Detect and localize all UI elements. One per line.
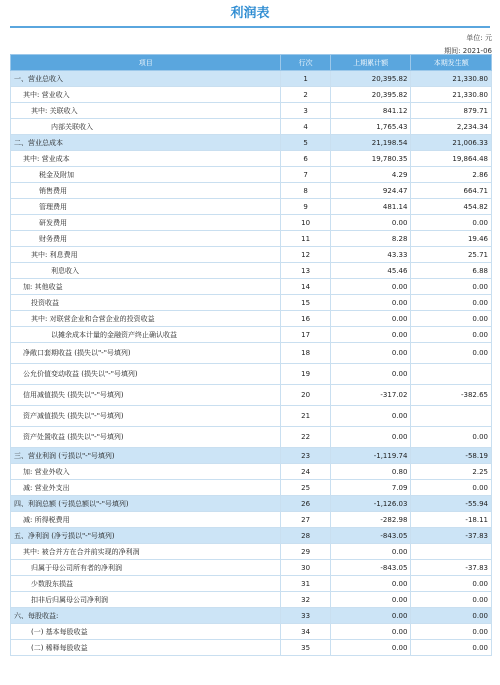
row-current-amount: 0.00 [411,576,492,592]
row-prev-cumulative: 0.00 [330,295,411,311]
row-item-name: 二、营业总成本 [11,135,281,151]
row-item-name: 研发费用 [11,215,281,231]
row-line-number: 22 [281,427,330,448]
row-current-amount: -382.65 [411,385,492,406]
row-prev-cumulative: -843.05 [330,528,411,544]
table-row [11,343,492,364]
row-line-number: 7 [281,167,330,183]
row-prev-cumulative: 21,198.54 [330,135,411,151]
row-line-number: 18 [281,343,330,364]
table-row [11,71,492,87]
row-item-name: 加: 其他收益 [11,279,281,295]
row-line-number: 26 [281,496,330,512]
row-prev-cumulative: 0.00 [330,427,411,448]
header-current-amount: 本期发生额 [411,55,492,71]
row-line-number: 13 [281,263,330,279]
row-current-amount: 0.00 [411,311,492,327]
row-prev-cumulative: 7.09 [330,480,411,496]
row-prev-cumulative: 0.00 [330,215,411,231]
row-line-number: 15 [281,295,330,311]
table-row [11,406,492,427]
row-prev-cumulative: 481.14 [330,199,411,215]
row-line-number: 9 [281,199,330,215]
row-current-amount: -37.83 [411,560,492,576]
row-line-number: 17 [281,327,330,343]
row-line-number: 19 [281,364,330,385]
table-row [11,151,492,167]
row-current-amount: 0.00 [411,279,492,295]
row-line-number: 35 [281,640,330,656]
row-prev-cumulative: 43.33 [330,247,411,263]
row-line-number: 32 [281,592,330,608]
row-prev-cumulative: 0.00 [330,311,411,327]
table-row [11,135,492,151]
table-row [11,480,492,496]
row-current-amount: 0.00 [411,343,492,364]
row-current-amount: 0.00 [411,295,492,311]
table-row [11,624,492,640]
row-line-number: 12 [281,247,330,263]
row-current-amount: 0.00 [411,427,492,448]
row-item-name: (二) 稀释每股收益 [11,640,281,656]
table-row [11,183,492,199]
row-line-number: 28 [281,528,330,544]
table-row [11,464,492,480]
row-prev-cumulative: 20,395.82 [330,71,411,87]
row-item-name: 销售费用 [11,183,281,199]
row-prev-cumulative: 0.00 [330,279,411,295]
row-current-amount: 21,006.33 [411,135,492,151]
row-item-name: 其中: 营业收入 [11,87,281,103]
row-current-amount: -55.94 [411,496,492,512]
unit-label: 单位: 元 [466,34,492,42]
income-statement-table [10,54,492,656]
row-prev-cumulative: 8.28 [330,231,411,247]
row-current-amount: 21,330.80 [411,71,492,87]
row-prev-cumulative: 0.00 [330,327,411,343]
row-current-amount: 21,330.80 [411,87,492,103]
row-current-amount: 879.71 [411,103,492,119]
row-line-number: 1 [281,71,330,87]
table-row [11,512,492,528]
row-prev-cumulative: 0.00 [330,592,411,608]
table-row [11,103,492,119]
row-item-name: 其中: 营业成本 [11,151,281,167]
row-prev-cumulative: 0.00 [330,406,411,427]
row-line-number: 11 [281,231,330,247]
row-line-number: 6 [281,151,330,167]
row-item-name: 净敞口套期收益 (损失以"-"号填列) [11,343,281,364]
period-label: 期间: 2021-06 [444,47,492,55]
row-prev-cumulative: 0.80 [330,464,411,480]
table-row [11,279,492,295]
row-prev-cumulative: 0.00 [330,624,411,640]
row-item-name: 资产处置收益 (损失以"-"号填列) [11,427,281,448]
row-current-amount [411,544,492,560]
row-prev-cumulative: -1,119.74 [330,448,411,464]
row-item-name: 四、利润总额 (亏损总额以"-"号填列) [11,496,281,512]
row-item-name: 扣非后归属母公司净利润 [11,592,281,608]
row-prev-cumulative: 1,765.43 [330,119,411,135]
row-current-amount: 19,864.48 [411,151,492,167]
table-row [11,87,492,103]
row-item-name: 加: 营业外收入 [11,464,281,480]
row-item-name: 内部关联收入 [11,119,281,135]
row-line-number: 16 [281,311,330,327]
row-line-number: 20 [281,385,330,406]
table-row [11,427,492,448]
row-prev-cumulative: -317.02 [330,385,411,406]
row-line-number: 30 [281,560,330,576]
row-current-amount: 0.00 [411,608,492,624]
row-line-number: 31 [281,576,330,592]
table-row [11,608,492,624]
row-current-amount: 2.86 [411,167,492,183]
table-row [11,263,492,279]
row-item-name: 其中: 被合并方在合并前实现的净利润 [11,544,281,560]
row-prev-cumulative: 0.00 [330,544,411,560]
row-item-name: 五、净利润 (净亏损以"-"号填列) [11,528,281,544]
table-row [11,247,492,263]
row-current-amount: 25.71 [411,247,492,263]
row-current-amount: 0.00 [411,480,492,496]
table-row [11,640,492,656]
row-current-amount: 6.88 [411,263,492,279]
row-prev-cumulative: 0.00 [330,608,411,624]
row-item-name: 六、每股收益: [11,608,281,624]
row-line-number: 27 [281,512,330,528]
row-prev-cumulative: 20,395.82 [330,87,411,103]
row-prev-cumulative: 19,780.35 [330,151,411,167]
row-line-number: 24 [281,464,330,480]
row-item-name: 以摊余成本计量的金融资产终止确认收益 [11,327,281,343]
row-current-amount: 664.71 [411,183,492,199]
row-line-number: 4 [281,119,330,135]
header-line-no: 行次 [281,55,330,71]
table-row [11,167,492,183]
row-item-name: 利息收入 [11,263,281,279]
row-current-amount: -58.19 [411,448,492,464]
row-item-name: 三、营业利润 (亏损以"-"号填列) [11,448,281,464]
row-item-name: (一) 基本每股收益 [11,624,281,640]
row-prev-cumulative: 45.46 [330,263,411,279]
row-line-number: 34 [281,624,330,640]
table-row [11,295,492,311]
table-row [11,231,492,247]
row-item-name: 减: 营业外支出 [11,480,281,496]
row-item-name: 一、营业总收入 [11,71,281,87]
row-current-amount: -37.83 [411,528,492,544]
row-item-name: 财务费用 [11,231,281,247]
table-header-row [11,55,492,71]
row-prev-cumulative: -1,126.03 [330,496,411,512]
table-row [11,592,492,608]
header-prev-cumulative: 上期累计额 [330,55,411,71]
row-current-amount: 0.00 [411,640,492,656]
row-current-amount: 0.00 [411,624,492,640]
row-current-amount: 0.00 [411,327,492,343]
row-prev-cumulative: 0.00 [330,640,411,656]
table-row [11,385,492,406]
row-line-number: 5 [281,135,330,151]
table-row [11,327,492,343]
table-row [11,496,492,512]
table-row [11,311,492,327]
title-divider [10,26,490,28]
row-item-name: 归属于母公司所有者的净利润 [11,560,281,576]
table-row [11,364,492,385]
row-item-name: 投资收益 [11,295,281,311]
row-line-number: 33 [281,608,330,624]
row-item-name: 公允价值变动收益 (损失以"-"号填列) [11,364,281,385]
row-line-number: 2 [281,87,330,103]
row-prev-cumulative: 924.47 [330,183,411,199]
table-row [11,199,492,215]
table-row [11,560,492,576]
row-line-number: 23 [281,448,330,464]
row-current-amount [411,364,492,385]
table-row [11,119,492,135]
row-current-amount: -18.11 [411,512,492,528]
row-item-name: 其中: 利息费用 [11,247,281,263]
table-row [11,215,492,231]
table-row [11,528,492,544]
row-item-name: 信用减值损失 (损失以"-"号填列) [11,385,281,406]
page-title: 利润表 [230,6,270,21]
row-prev-cumulative: 0.00 [330,576,411,592]
row-prev-cumulative: -843.05 [330,560,411,576]
row-line-number: 21 [281,406,330,427]
row-current-amount: 454.82 [411,199,492,215]
row-current-amount: 0.00 [411,215,492,231]
row-current-amount: 0.00 [411,592,492,608]
row-item-name: 资产减值损失 (损失以"-"号填列) [11,406,281,427]
row-line-number: 25 [281,480,330,496]
row-current-amount: 2,234.34 [411,119,492,135]
row-line-number: 29 [281,544,330,560]
row-line-number: 8 [281,183,330,199]
row-item-name: 其中: 关联收入 [11,103,281,119]
row-prev-cumulative: 0.00 [330,364,411,385]
table-row [11,576,492,592]
table-body [11,71,492,656]
row-item-name: 减: 所得税费用 [11,512,281,528]
row-prev-cumulative: 0.00 [330,343,411,364]
row-line-number: 14 [281,279,330,295]
table-row [11,448,492,464]
row-item-name: 少数股东损益 [11,576,281,592]
row-item-name: 管理费用 [11,199,281,215]
row-current-amount [411,406,492,427]
row-prev-cumulative: 841.12 [330,103,411,119]
header-item: 项目 [11,55,281,71]
row-line-number: 10 [281,215,330,231]
row-prev-cumulative: -282.98 [330,512,411,528]
row-prev-cumulative: 4.29 [330,167,411,183]
row-item-name: 税金及附加 [11,167,281,183]
row-current-amount: 2.25 [411,464,492,480]
row-current-amount: 19.46 [411,231,492,247]
row-line-number: 3 [281,103,330,119]
table-row [11,544,492,560]
row-item-name: 其中: 对联营企业和合营企业的投资收益 [11,311,281,327]
